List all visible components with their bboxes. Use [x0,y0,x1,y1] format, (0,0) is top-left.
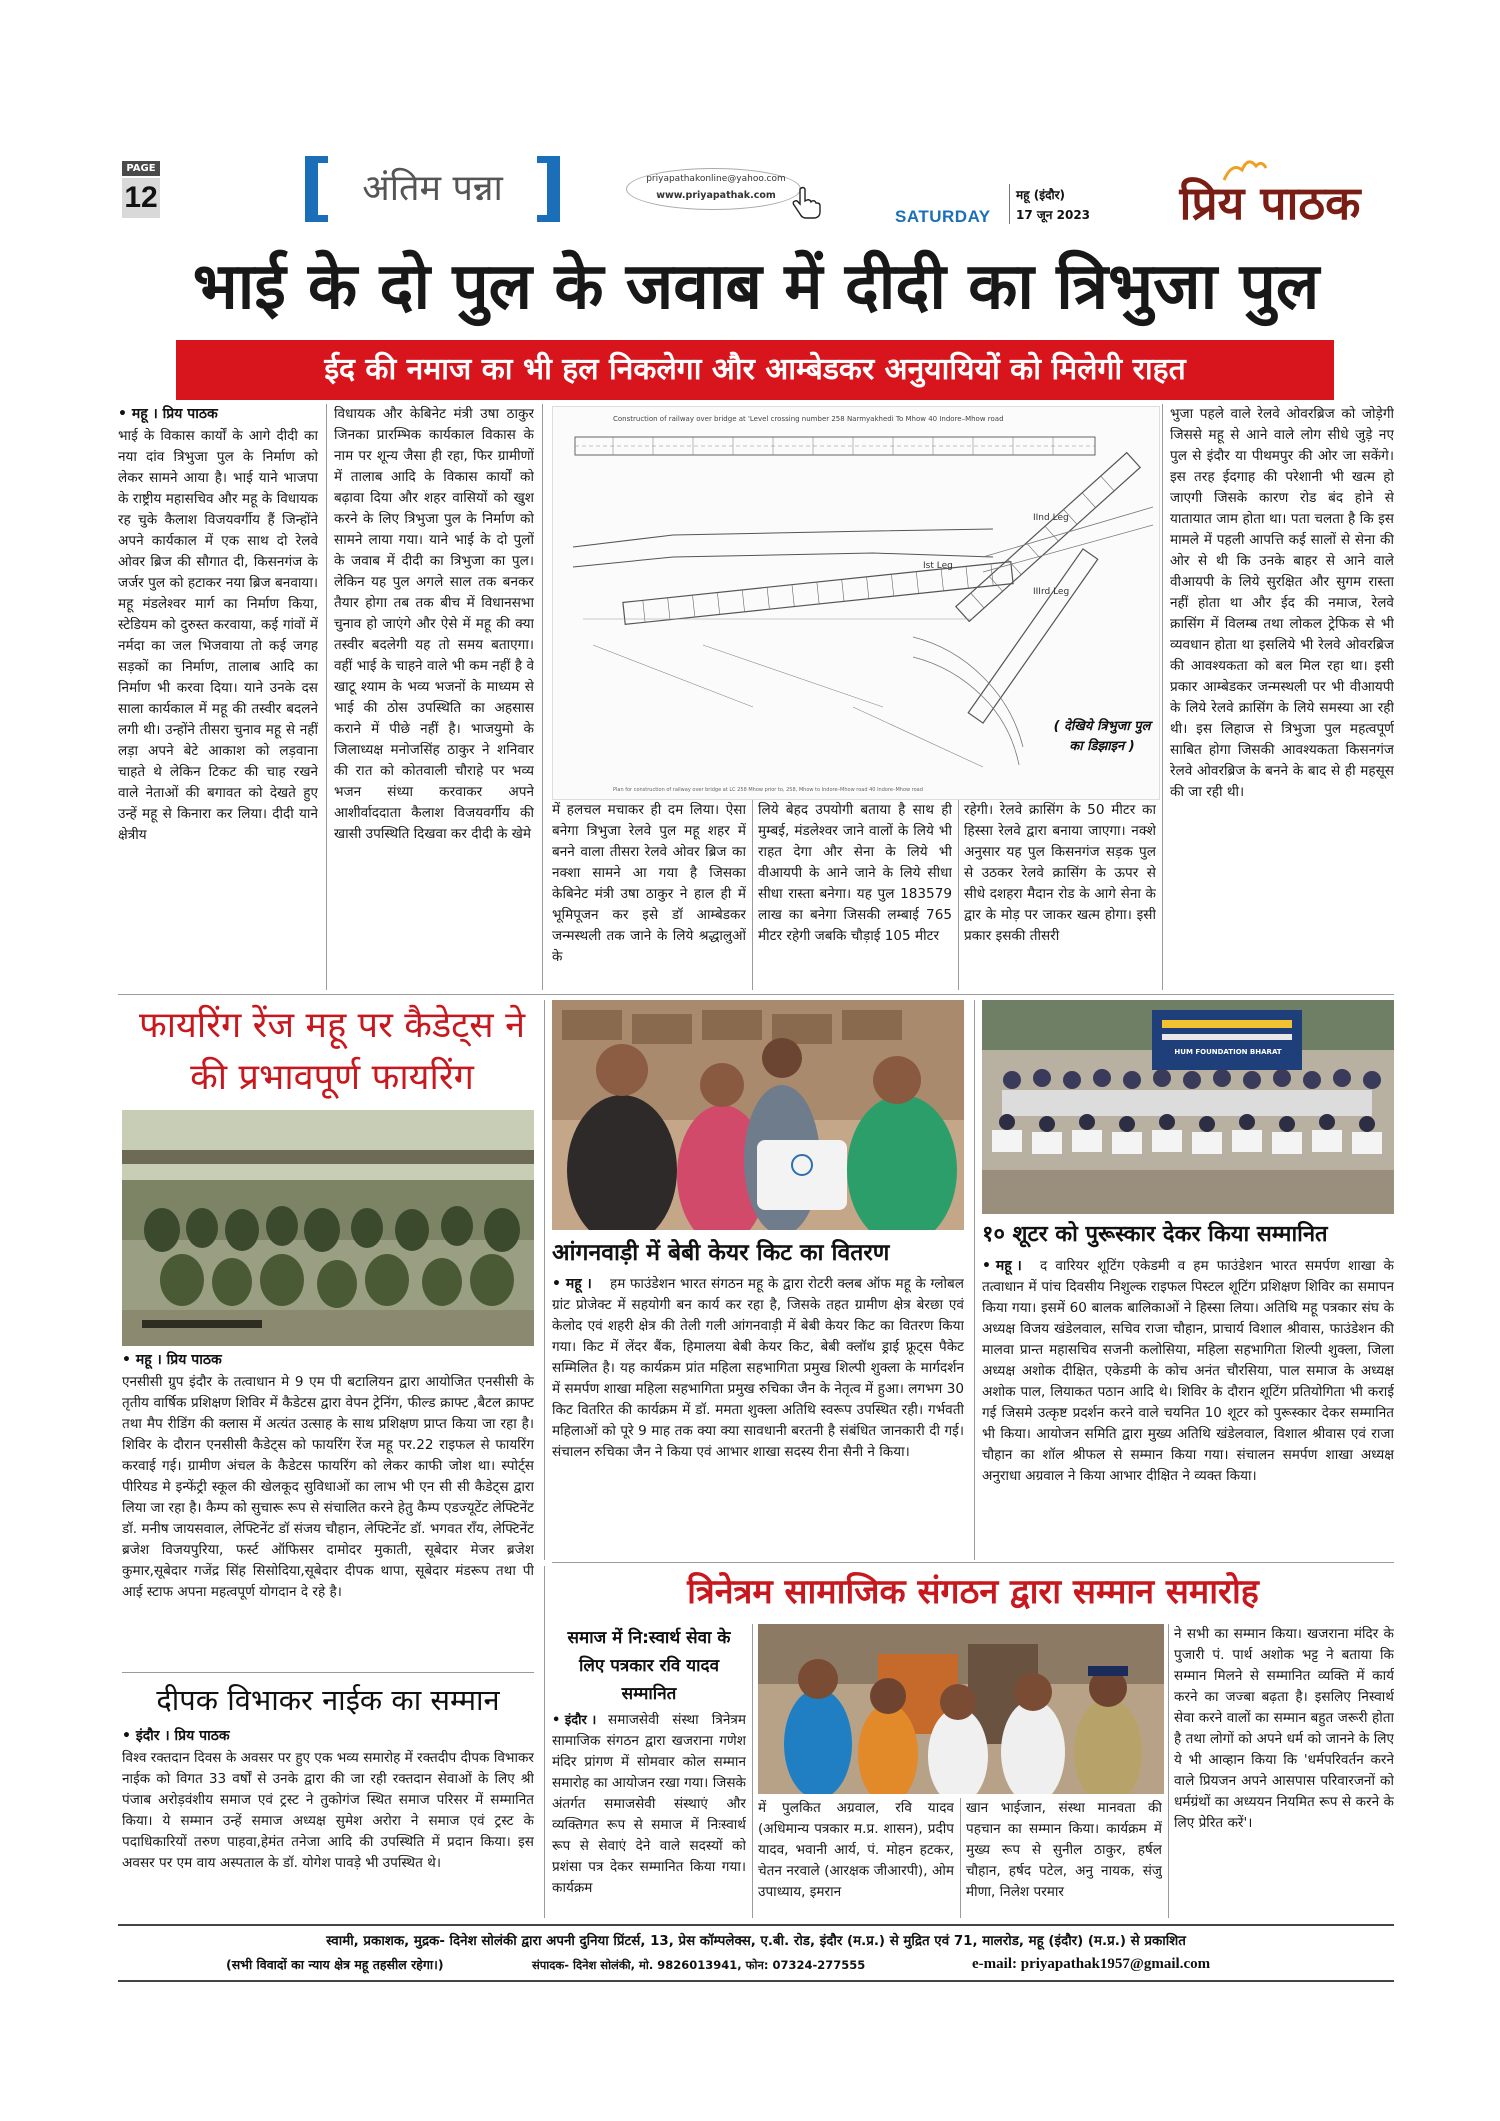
contact-email: priyapathakonline@yahoo.com [646,174,786,184]
anganwadi-body: हम फाउंडेशन भारत संगठन महू के द्वारा रोटरी क्लब ऑफ महू के ग्लोबल ग्रांट प्रोजेक्ट में सहयोगी बन कार्य कर रहा है, जिसके तहत ग्रामीण क्षेत्र बेरछा एवं केलोद एवं शहरी क्षेत्र की तेली गली आंगनवाड़ी में बेबी केयर किट का वितरण किया गया। किट में लेंदर बैंक, हिमालया बेबी केयर किट, बेबी क्लॉथ ड्राई फ्रूट्स पैकेट सम्मिलित है। यह कार्यक्रम प्रांत महिला सहभागिता प्रमुख शिल्पी शुक्ला के मार्गदर्शन में समर्पण शाखा महिला सहभागिता प्रमुख रुचिका जैन के नेतृत्व में हुआ। लगभग 30 किट वितरित की कार्यक्रम में डॉ. ममता शुक्ला अतिथि स्वरूप उपस्थित रही। गर्भवती महिलाओं को पूरे 9 माह तक क्या क्या सावधानी बरतनी है संबंधित जानकारी दी गई। संचालन रुचिका जैन ने किया एवं आभार शाखा सदस्य रीना सैनी ने किया। [552,1276,964,1460]
issue-place: महू (इंदौर) [1016,188,1065,202]
anganwadi-photo [552,1000,964,1230]
map-title: Construction of railway over bridge at 'Level crossing number 258 Narmyakhedi To Mhow 40 Indore–Mhow road [613,415,1004,423]
col-rule [326,404,327,990]
col-rule [544,1000,545,1560]
lead-headline: भाई के दो पुल के जवाब में दीदी का त्रिभुजा पुल [192,250,1320,324]
section-rule [122,1672,534,1673]
deepak-dateline: • इंदौर । प्रिय पाठक [122,1728,230,1744]
map-footer: Plan for construction of railway over bridge at LC 258 Mhow prior to, 258, Mhow to Indore–Mhow road 40 Indore–Mhow road [613,787,923,793]
map-label-leg2: IInd Leg [1033,513,1069,523]
lead-banner: ईद की नमाज का भी हल निकलेगा और आम्बेडकर अनुयायियों को मिलेगी राहत [176,340,1334,400]
shooter-dateline: • महू । [982,1258,1022,1274]
imprint-editor: संपादक- दिनेश सोलंकी, मो. 9826013941, फोन: 07324-277555 [532,1958,866,1972]
bracket-right [547,156,560,222]
imprint-email: e-mail: priyapathak1957@gmail.com [972,1956,1211,1972]
firing-headline: फायरिंग रेंज महू पर कैडेट्स ने की प्रभावपूर्ण फायरिंग [138,1005,526,1098]
brand-logo [1150,168,1390,238]
issue-date: 17 जून 2023 [1016,208,1091,222]
trinetram-col3: खान भाईजान, संस्था मानवता की पहचान का सम्मान किया। कार्यक्रम में मुख्य रूप से सुनील ठाकुर, हर्षल चौहान, हर्षद पटेल, अनु नायक, संजु मीणा, निलेश परमार [966,1800,1162,1900]
bracket-right-inner [537,156,547,222]
anganwadi-headline: आंगनवाड़ी में बेबी केयर किट का वितरण [552,1240,890,1266]
lead-col6: भुजा पहले वाले रेलवे ओवरब्रिज को जोड़ेगी जिससे महू से आने वाले लोग सीधे जुड़े नए पुल से इंदौर या पीथमपुर की ओर जा सकेंगे। इस तरह ईदगाह की परेशानी भी खत्म हो जाएगी जिसके कारण रोड बंद होने से यातायात जाम होता था। पता चलता है कि इस मामले में पहली आपत्ति कई सालों से सेना की ओर से थी कि उनके बाहर से आने वाले वीआयपी के लिये सुरक्षित और सुगम रास्ता नहीं होता था और ईद की नमाज, रेलवे क्रासिंग में विलम्ब तथा लोकल ट्रेफिक से भी व्यवधान होता था इसलिये भी रेलवे ओवरब्रिज की आवश्यकता को बल मिल रहा था। इसी प्रकार आम्बेडकर जन्मस्थली पर भी वीआयपी के लिये रेलवे क्रासिंग के लिये समस्या आ रही थी। इस लिहाज से त्रिभुजा पुल महत्वपूर्ण साबित होगा जिसकी आवश्यकता किसनगंज रेलवे ओवरब्रिज के बनने के बाद से ही महसूस की जा रही थी। [1170,406,1394,800]
contact-website: www.priyapathak.com [656,190,776,201]
map-label-leg1: Ist Leg [923,561,953,571]
col-rule [752,800,753,990]
section-title: अंतिम पन्ना [362,168,503,209]
col-rule [960,1798,961,1918]
lead-col4: लिये बेहद उपयोगी बताया है साथ ही मुम्बई, मंडलेश्वर जाने वालों के लिये भी राहत देगा और सेना के लिये भी वीआयपी के आने जाने के लिये सीधा सीधा रास्ता बनेगा। यह पुल 183579 लाख का बनेगा जिसकी लम्बाई 765 मीटर रहेगी जबकि चौड़ाई 105 मीटर [758,802,952,944]
trinetram-subhead: समाज में नि:स्वार्थ सेवा के लिए पत्रकार रवि यादव सम्मानित [567,1628,731,1704]
firing-body: एनसीसी ग्रुप इंदौर के तत्वाधान मे 9 एम पी बटालियन द्वारा आयोजित एनसीसी के तृतीय वार्षिक प्रशिक्षण शिविर में कैडेटस द्वारा वेपन ट्रेनिंग, फील्ड क्राफ्ट ,बैटल क्राफ्ट तथा मैप रीडिंग की क्लास में अत्यंत उत्साह के साथ प्रशिक्षण प्राप्त किया जा रहा है। शिविर के दौरान एनसीसी कैडेट्स को फायरिंग रेंज महू पर.22 राइफल से फायरिंग करवाई गई। ग्रामीण अंचल के कैडेटस फायरिंग को लेकर काफी जोश था। स्पोर्ट्स पीरियड मे इन्फेंट्री स्कूल की खेलकूद सुविधाओं का लाभ भी एन सी सी कैडेट्स द्वारा लिया जा रहा है। कैम्प को सुचारू रूप से संचालित करने हेतु कैम्प एडज्यूटेंट लेफ्टिनेंट डॉ. मनीष जायसवाल, लेफ्टिनेंट डॉ संजय चौहान, लेफ्टिनेंट डॉ. भगवत राँय, लेफ्टिनेंट ब्रजेश विजयपुरिया, फर्स्ट ऑफिसर दामोदर मुकाती, सूबेदार मेजर ब्रजेश कुमार,सूबेदार गजेंद्र सिंह सिसोदिया,सूबेदार दीपक थापा, सूबेदार मंडरूप तथा पी आई स्टाफ अपना महत्वपूर्ण योगदान दे रहे है। [122,1374,534,1600]
col-rule [542,404,543,990]
col-rule [958,800,959,990]
bridge-design-map [552,406,1160,800]
trinetram-dateline: • इंदौर । [552,1713,597,1728]
anganwadi-dateline: • महू । [552,1276,592,1292]
lead-col3: में हलचल मचाकर ही दम लिया। ऐसा बनेगा त्रिभुजा रेलवे पुल महू शहर में बनने वाला तीसरा रेलवे ओवर ब्रिज का नक्शा सामने आ गया है जिसका केबिनेट मंत्री उषा ठाकुर ने हाल ही में भूमिपूजन कर इसे डॉ आम्बेडकर जन्मस्थली तक जाने के लिये श्रद्धालुओं के [552,802,746,965]
day-label: SATURDAY [895,207,991,226]
lead-col5: रहेगी। रेलवे क्रासिंग के 50 मीटर का हिस्सा रेलवे द्वारा बनाया जाएगा। नक्शे अनुसार यह पुल किसनगंज सड़क पुल से उठकर रेलवे क्रासिंग के ऊपर से सीधे दशहरा मैदान रोड के आगे सेना के द्वार के मोड़ पर जाकर खत्म होगा। इसी प्रकार इसकी तीसरी [964,802,1156,944]
lead-col2: विधायक और केबिनेट मंत्री उषा ठाकुर जिनका प्रारम्भिक कार्यकाल विकास के नाम पर शून्य जैसा ही रहा, फिर ग्रामीणों में तालाब आदि के विकास कार्यों को बढ़ावा दिया और शहर वासियों को खुश करने के लिए त्रिभुजा पुल के निर्माण को सामने लाया गया। याने भाई के दो पुलों के जवाब में दीदी का त्रिभुजा का पुल। लेकिन यह पुल अगले साल तक बनकर तैयार होगा तब तक बीच में विधानसभा चुनाव हो जाएंगे और ऐसे में महू की क्या तस्वीर बदलेगी यह तो समय बताएगा। वहीं भाई के चाहने वाले भी कम नहीं है वे खाटू श्याम के भव्य भजनों के माध्यम से भाई की ठोस उपस्थिति का अहसास कराने में पीछे नहीं है। भाजयुमो के जिलाध्यक्ष मनोजसिंह ठाकुर ने शनिवार की रात को कोतवाली चौराहे पर भव्य भजन संध्या करवाकर अपने आशीर्वाददाता कैलाश विजयवर्गीय की खासी उपस्थिति दिखवा कर दीदी के खेमे [334,406,534,842]
imprint-rule-bottom [118,1980,1394,1982]
bracket-left [305,156,318,222]
shooter-body: द वारियर शूटिंग एकेडमी व हम फाउंडेशन भारत समर्पण शाखा के तत्वाधान में पांच दिवसीय निशुल्क राइफल पिस्टल शूटिंग प्रशिक्षण शिविर का समापन किया गया। इसमें 60 बालक बालिकाओं ने हिस्सा लिया। अतिथि महू पत्रकार संघ के अध्यक्ष विजय खंडेलवाल, सचिव राजा चौहान, प्राचार्य विशाल श्रीवास, फाउंडेशन की मालवा प्रान्त महासचिव सजनी कलोसिया, महिला सहभागिता शिल्पी शुक्ला, जिला अध्यक्ष अशोक दीक्षित, एकेडमी के कोच अनंत चौरसिया, पाल समाज के अध्यक्ष अशोक पाल, लियाकत पठान आदि थे। शिविर के दौरान शूटिंग प्रतियोगिता भी कराई गई जिसमे उत्कृष्ट प्रदर्शन करने वाले चयनित 10 शूटर को पुरूस्कार देकर सम्मानित भी किया। आयोजन समिति द्वारा मुख्य अतिथि खंडेलवाल, विशाल श्रीवास एवं राजा चौहान का शॉल श्रीफल से सम्मान किया गया। संचालन समर्पण शाखा अध्यक्ष अनुराधा अग्रवाल ने किया आभार दीक्षित ने व्यक्त किया। [982,1258,1394,1484]
map-label-leg3: IIIrd Leg [1033,587,1070,597]
col-rule [544,1566,545,1918]
shooter-photo-banner-text: HUM FOUNDATION BHARAT [1174,1048,1282,1056]
deepak-body: विश्व रक्तदान दिवस के अवसर पर हुए एक भव्य समारोह में रक्तदीप दीपक विभाकर नाईक को विगत 33 वर्षों से उनके द्वारा की जा रही रक्तदान सेवाओं के लिए श्री पंजाब अरोड़वंशीय समाज एवं ट्रस्ट ने तुकोगंज स्थित समाज परिसर में सम्मानित किया। ये सम्मान उन्हें समाज अध्यक्ष सुमेश अरोरा ने समाज एवं ट्रस्ट के पदाधिकारियों तरुण पाहवा,हेमंत तनेजा आदि की उपस्थिति में प्रदान किया। इस अवसर पर एम वाय अस्पताल के डॉ. योगेश पावड़े भी उपस्थित थे। [122,1750,534,1871]
firing-photo [122,1110,534,1346]
hand-pointer-icon [792,185,822,219]
trinetram-photo [758,1624,1164,1794]
firing-dateline: • महू । प्रिय पाठक [122,1352,222,1368]
col-rule [974,1000,975,1560]
imprint-rule-top [118,1924,1394,1926]
lead-dateline: • महू । प्रिय पाठक [118,406,218,422]
brand-name: प्रिय पाठक [1179,176,1361,230]
lead-col1: भाई के विकास कार्यों के आगे दीदी का नया दांव त्रिभुजा पुल के निर्माण को लेकर सामने आया है। भाई याने भाजपा के राष्ट्रीय महासचिव और महू के विधायक रह चुके कैलाश विजयवर्गीय हैं जिन्होंने अपने कार्यकाल में एक साथ दो रेलवे ओवर ब्रिज की सौगात दी, किसनगंज के जर्जर पुल को हटाकर नया ब्रिज बनवाया। महू मंडलेश्वर मार्ग का निर्माण किया, स्टेडियम को दुरुस्त करवाया, कई गांवों में नर्मदा का जल भिजवाया तो कई जगह सड़कों का निर्माण, तालाब आदि का निर्माण भी करवा दिया। याने उनके दस साला कार्यकाल में महू की तस्वीर बदलने लगी थी। उन्होंने तीसरा चुनाव महू से नहीं लड़ा अपने बेटे आकाश को लड़वाना चाहते थे लेकिन टिकट की चाह रखने वाले नेताओं की बगावत को देखते हुए उन्हें महू से किनारा कर लिया। दीदी याने क्षेत्रीय [118,428,318,843]
date-divider [1009,184,1010,224]
col-rule [1168,1624,1169,1918]
trinetram-col1: समाजसेवी संस्था त्रिनेत्रम सामाजिक संगठन द्वारा खजराना गणेश मंदिर प्रांगण में सोमवार कोल सम्मान समारोह का आयोजन रखा गया। जिसके अंतर्गत समाजसेवी संस्थाएं और व्यक्तिगत रूप से समाज में निःस्वार्थ रूप से सेवाएं देने वाले सदस्यों को प्रशंसा पत्र देकर सम्मानित किया गया। कार्यक्रम [552,1712,746,1896]
shooter-headline: १० शूटर को पुरूस्कार देकर किया सम्मानित [982,1222,1328,1247]
section-rule [552,1562,1394,1563]
col-rule [1162,404,1163,990]
section-title-box [305,156,560,222]
map-caption: ( देखिये त्रिभुजा पुल का डिझाइन ) [1049,717,1155,757]
trinetram-col2: में पुलकित अग्रवाल, रवि यादव (अधिमान्य पत्रकार म.प्र. शासन), प्रदीप यादव, भवानी आर्य, पं. मोहन हटकर, चेतन नरवाले (आरक्षक जीआरपी), ओम उपाध्याय, इमरान [758,1800,954,1900]
col-rule [752,1624,753,1918]
deepak-headline: दीपक विभाकर नाईक का सम्मान [156,1683,500,1717]
shooter-photo [982,1000,1394,1214]
bracket-left-inner [318,156,328,222]
imprint-line2: (सभी विवादों का न्याय क्षेत्र महू तहसील रहेगा।) [226,1957,444,1972]
page-number: 12 [122,178,160,218]
section-rule [118,994,1394,995]
trinetram-col4: ने सभी का सम्मान किया। खजराना मंदिर के पुजारी पं. पार्थ अशोक भट्ट ने बताया कि सम्मान मिलने से सम्मानित व्यक्ति में कार्य करने का जज्बा बढ़ता है। इसलिए निस्वार्थ सेवा करने वालों का सम्मान बहुत जरूरी होता है तथा लोगों को अपने धर्म को जानने के लिए ये भी आव्हान किया कि 'धर्मपरिवर्तन करने वाले प्रियजन अपने आसपास परिवारजनों को धर्मग्रंथों का अध्ययन नियमित रूप से करने के लिए प्रेरित करें'। [1174,1626,1394,1831]
imprint-line1: स्वामी, प्रकाशक, मुद्रक- दिनेश सोलंकी द्वारा अपनी दुनिया प्रिंटर्स, 13, प्रेस कॉम्पलेक्स, ए.बी. रोड, इंदौर (म.प्र.) से मुद्रित एवं 71, मालरोड, महू (इंदौर) (म.प्र.) से प्रकाशित [326,1934,1186,1949]
trinetram-headline: त्रिनेत्रम सामाजिक संगठन द्वारा सम्मान समारोह [687,1572,1259,1612]
page-label: PAGE [122,161,160,176]
